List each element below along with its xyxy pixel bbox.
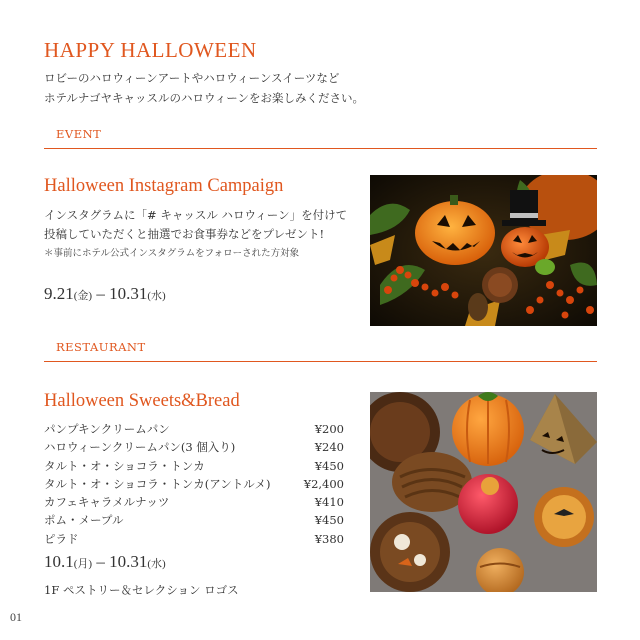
restaurant-title: Halloween Sweets&Bread — [44, 391, 240, 411]
intro-line-2: ホテルナゴヤキャッスルのハロウィーンをお楽しみください。 — [44, 91, 365, 105]
menu-item-price: ¥410 — [314, 495, 344, 510]
page-number: 01 — [10, 610, 22, 624]
restaurant-section-label: RESTAURANT — [56, 340, 146, 354]
restaurant-date-start-day: (月) — [73, 558, 93, 570]
menu-item-price: ¥200 — [314, 422, 344, 436]
menu-item-price: ¥240 — [314, 440, 344, 455]
menu-item-price: ¥450 — [314, 513, 344, 528]
event-description — [44, 206, 347, 263]
event-title: Halloween Instagram Campaign — [44, 176, 284, 196]
event-date — [44, 284, 166, 304]
menu-item-name: ピラド — [44, 531, 79, 546]
menu-item-name: タルト・オ・ショコラ・トンカ(アントルメ) — [44, 476, 271, 491]
restaurant-date-separator: – — [92, 552, 110, 571]
menu-item-name: カフェキャラメルナッツ — [44, 495, 170, 510]
menu-item — [44, 457, 344, 475]
menu-item-price: ¥450 — [314, 458, 344, 473]
restaurant-date-start: 10.1 — [44, 552, 74, 571]
restaurant-divider — [44, 361, 597, 362]
event-date-end: 10.31 — [109, 284, 148, 303]
menu-item — [44, 438, 344, 456]
page-title: HAPPY HALLOWEEN — [44, 38, 257, 62]
restaurant-date — [44, 552, 166, 572]
halloween-decoration-photo — [370, 175, 597, 326]
restaurant-date-end-day: (水) — [147, 558, 166, 570]
menu-list — [44, 420, 344, 548]
event-divider — [44, 148, 597, 149]
intro-line-1: ロビーのハロウィーンアートやハロウィーンスイーツなど — [44, 71, 340, 85]
restaurant-date-end: 10.31 — [109, 552, 148, 571]
menu-item-name: ポム・メープル — [44, 513, 124, 528]
event-line-2: 投稿していただくと抽選でお食事券などをプレゼント! — [44, 227, 325, 241]
menu-item — [44, 530, 344, 548]
menu-item — [44, 420, 344, 438]
intro-text — [44, 68, 364, 108]
menu-item-name: ハロウィーンクリームパン(3 個入り) — [44, 440, 236, 455]
menu-item — [44, 475, 344, 493]
menu-item-price: ¥2,400 — [303, 476, 344, 491]
event-note: ＊事前にホテル公式インスタグラムをフォローされた方対象 — [44, 248, 300, 259]
event-section-label: EVENT — [56, 127, 102, 141]
menu-item-name: パンプキンクリームパン — [44, 422, 170, 436]
event-date-end-day: (水) — [147, 290, 166, 302]
event-date-separator: – — [92, 284, 110, 303]
menu-item-name: タルト・オ・ショコラ・トンカ — [44, 458, 205, 473]
restaurant-location: 1F ペストリー＆セレクション ロゴス — [44, 583, 239, 597]
event-line-1: インスタグラムに「# キャッスル ハロウィーン」を付けて — [44, 208, 348, 222]
event-date-start: 9.21 — [44, 284, 74, 303]
halloween-sweets-photo — [370, 392, 597, 592]
menu-item — [44, 511, 344, 529]
event-date-start-day: (金) — [73, 290, 93, 302]
menu-item — [44, 493, 344, 511]
menu-item-price: ¥380 — [314, 531, 344, 546]
